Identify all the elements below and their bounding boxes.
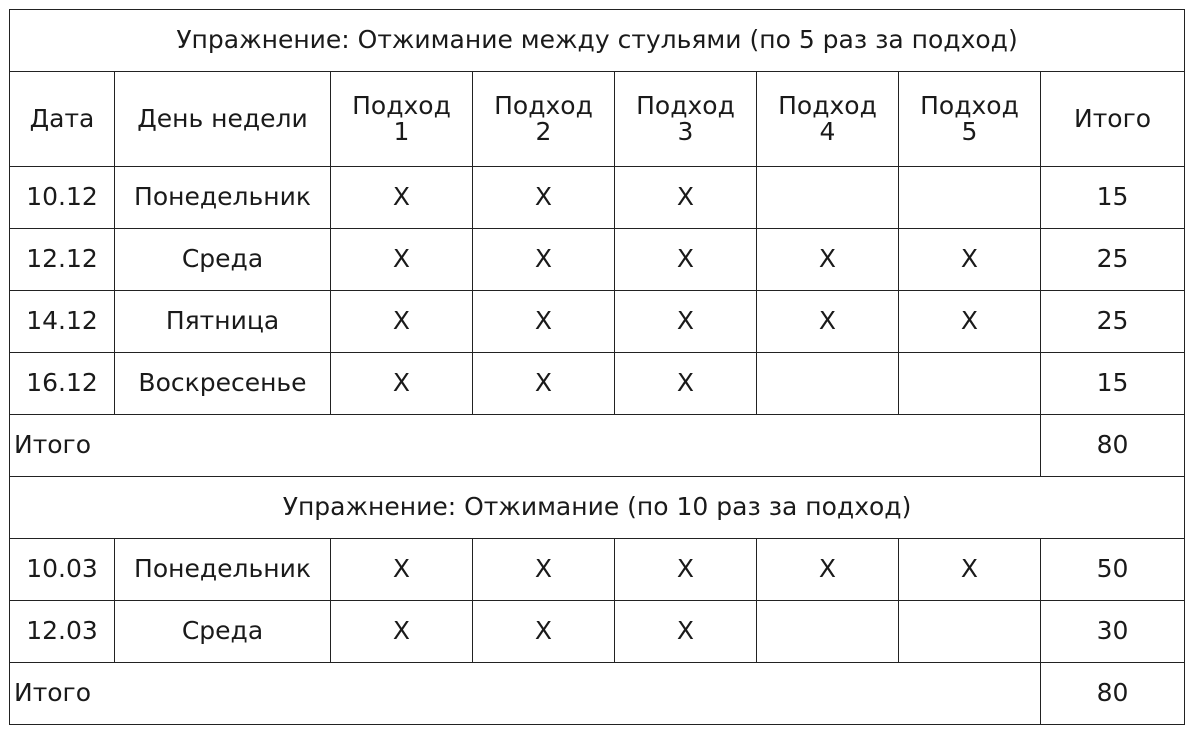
table-header-row [10,72,1185,167]
summary-value: 80 [1041,415,1185,477]
row-set-mark: X [615,353,757,415]
summary-row [10,663,1185,725]
row-set-mark [757,167,899,229]
row-weekday: Понедельник [115,539,331,601]
row-weekday: Понедельник [115,167,331,229]
header-set-number: 1 [393,117,410,146]
table-row [10,539,1185,601]
section-title: Упражнение: Отжимание (по 10 раз за подход) [10,477,1185,539]
row-set-mark: X [331,539,473,601]
row-set-mark [757,353,899,415]
row-set-mark: X [473,291,615,353]
header-date: Дата [10,72,115,167]
row-date: 16.12 [10,353,115,415]
row-set-mark: X [899,539,1041,601]
row-set-mark: X [473,229,615,291]
header-set-word: Подход [636,90,735,120]
row-date: 12.12 [10,229,115,291]
row-set-mark: X [615,167,757,229]
header-set-number: 5 [961,117,978,146]
header-set-number: 2 [535,117,552,146]
header-set-1 [331,72,473,167]
summary-label: Итого [10,415,1041,477]
header-set-4 [757,72,899,167]
header-set-word: Подход [352,90,451,120]
row-set-mark: X [757,229,899,291]
row-weekday: Воскресенье [115,353,331,415]
table-row [10,229,1185,291]
section-title-row [10,477,1185,539]
row-set-mark: X [473,353,615,415]
row-total: 15 [1041,167,1185,229]
row-weekday: Среда [115,601,331,663]
row-set-mark: X [331,291,473,353]
row-total: 25 [1041,229,1185,291]
header-set-word: Подход [494,90,593,120]
row-total: 25 [1041,291,1185,353]
table-row [10,291,1185,353]
summary-label: Итого [10,663,1041,725]
row-set-mark: X [615,539,757,601]
row-set-mark: X [331,353,473,415]
row-total: 15 [1041,353,1185,415]
row-set-mark: X [331,229,473,291]
row-set-mark [899,601,1041,663]
row-date: 10.12 [10,167,115,229]
header-set-5 [899,72,1041,167]
row-date: 14.12 [10,291,115,353]
row-set-mark: X [331,601,473,663]
row-set-mark: X [331,167,473,229]
row-set-mark: X [899,229,1041,291]
row-set-mark: X [473,539,615,601]
header-set-number: 4 [819,117,836,146]
header-total: Итого [1041,72,1185,167]
header-weekday: День недели [115,72,331,167]
row-set-mark [899,353,1041,415]
workout-log-table [9,9,1185,725]
section-title: Упражнение: Отжимание между стульями (по 5 раз за подход) [10,10,1185,72]
table-row [10,353,1185,415]
row-set-mark: X [899,291,1041,353]
header-set-2 [473,72,615,167]
section-title-row [10,10,1185,72]
row-weekday: Пятница [115,291,331,353]
row-date: 12.03 [10,601,115,663]
row-total: 30 [1041,601,1185,663]
row-total: 50 [1041,539,1185,601]
row-date: 10.03 [10,539,115,601]
summary-row [10,415,1185,477]
row-set-mark: X [615,291,757,353]
header-set-number: 3 [677,117,694,146]
summary-value: 80 [1041,663,1185,725]
table-row [10,167,1185,229]
header-set-3 [615,72,757,167]
row-set-mark [899,167,1041,229]
row-set-mark: X [757,539,899,601]
header-set-word: Подход [778,90,877,120]
row-set-mark: X [473,167,615,229]
row-weekday: Среда [115,229,331,291]
row-set-mark: X [615,229,757,291]
row-set-mark: X [473,601,615,663]
header-set-word: Подход [920,90,1019,120]
row-set-mark: X [615,601,757,663]
table-row [10,601,1185,663]
row-set-mark [757,601,899,663]
row-set-mark: X [757,291,899,353]
